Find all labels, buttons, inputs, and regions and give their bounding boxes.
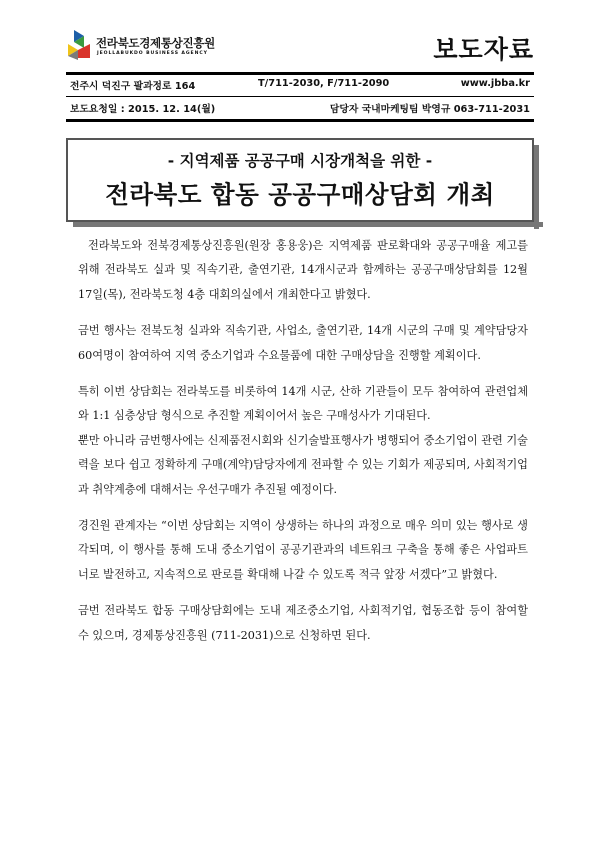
request-row: [70, 101, 530, 119]
header-divider: [66, 72, 534, 75]
org-name-english: JEOLLABUKDO BUSINESS AGENCY: [97, 51, 208, 56]
request-date: 보도요청일 : 2015. 12. 14(월): [70, 104, 216, 115]
paragraph-gap: [78, 502, 528, 514]
website-link[interactable]: www.jbba.kr: [460, 78, 530, 89]
subtitle: - 지역제품 공공구매 시장개척을 위한 -: [167, 152, 433, 170]
paragraph: 전라북도와 전북경제통상진흥원(원장 홍용웅)은 지역제품 판로확대와 공공구매율 제고를 위해 전라북도 실과 및 직속기관, 출연기관, 14개시군과 함께하는 공공구매상담회를 12월 17일(목), 전라북도청 4층 대회의실에서 개최한다고 밝혔다.: [78, 239, 528, 301]
info-divider: [66, 119, 534, 122]
paragraph-gap: [78, 368, 528, 380]
paragraph: 금번 전라북도 합동 구매상담회에는 도내 제조중소기업, 사회적기업, 협동조합 등이 참여할 수 있으며, 경제통상진흥원 (711-2031)으로 신청하면 된다.: [78, 604, 528, 642]
contact-person: 담당자 국내마케팅팀 박영규 063-711-2031: [329, 104, 530, 115]
title-box-shadow: [534, 145, 539, 229]
header: [66, 24, 534, 72]
main-title: 전라북도 합동 공공구매상담회 개최: [105, 180, 495, 209]
paragraph-gap: [78, 587, 528, 599]
paragraph: 뿐만 아니라 금번행사에는 신제품전시회와 신기술발표행사가 병행되어 중소기업이 관련 기술력을 보다 쉽고 정확하게 구매(계약)담당자에게 전파할 수 있는 기회가 제공되며, 사회적기업과 취약계층에 대해서는 우선구매가 추진될 예정이다.: [78, 433, 528, 496]
paragraph: 경진원 관계자는 “이번 상담회는 지역이 상생하는 하나의 과정으로 매우 의미 있는 행사로 생각되며, 이 행사를 통해 도내 중소기업이 공공기관과의 네트워크 구축을 통해 좋은 사업파트너로 발전하고, 지속적으로 판로를 확대해 나갈 수 있도록 적극 앞장 서겠다”고 밝혔다.: [78, 519, 528, 581]
tel-fax: T/711-2030, F/711-2090: [258, 78, 390, 89]
document-type-title: 보도자료: [433, 35, 534, 64]
row-divider: [66, 96, 534, 97]
agency-logo-icon: [66, 28, 96, 62]
paragraph-gap: [78, 307, 528, 319]
article-body: [78, 234, 528, 648]
title-box: [66, 138, 534, 222]
title-box-shadow: [73, 222, 543, 227]
contact-row: [70, 78, 530, 96]
address: 전주시 덕진구 팔과정로 164: [70, 81, 196, 92]
paragraph: 금번 행사는 전북도청 실과와 직속기관, 사업소, 출연기관, 14개 시군의 구매 및 계약담당자 60여명이 참여하여 지역 중소기업과 수요물품에 대한 구매상담을 진행할 계획이다.: [78, 324, 528, 362]
org-name: 전라북도경제통상진흥원: [96, 36, 215, 50]
paragraph: 특히 이번 상담회는 전라북도를 비롯하여 14개 시군, 산하 기관들이 모두 참여하여 관련업체와 1:1 심층상담 형식으로 추진할 계획이어서 높은 구매성사가 기대된다.: [78, 385, 528, 423]
